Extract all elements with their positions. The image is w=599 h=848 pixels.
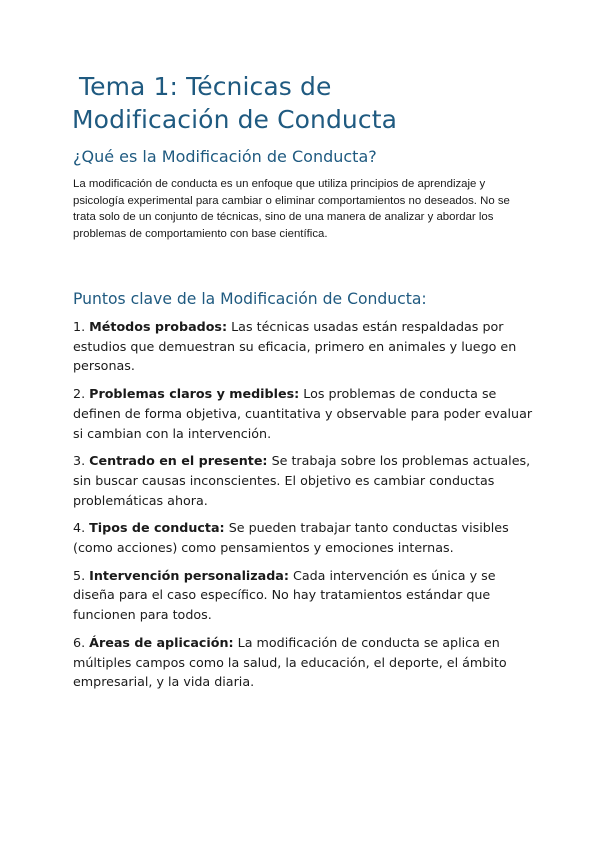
point-text: La modificación de conducta se aplica en múltiples campos como la salud, la educación, el deporte, el ámbito empresarial, y la vida diaria. <box>73 634 507 690</box>
intro-paragraph: La modificación de conducta es un enfoque que utiliza principios de aprendizaje y psicología experimental para cambiar o eliminar comportamientos no deseados. No se trata solo de un conjunto de técnicas, sino de una manera de analizar y abordar los problemas de comportamiento con base científica. <box>73 178 510 240</box>
key-points-list <box>73 317 535 700</box>
section-heading-what-is: ¿Qué es la Modificación de Conducta? <box>73 147 377 166</box>
key-point-item <box>73 633 535 692</box>
page-title <box>72 70 542 136</box>
point-term: Áreas de aplicación: <box>89 634 234 650</box>
point-term: Problemas claros y medibles: <box>89 386 300 402</box>
point-term: Centrado en el presente: <box>89 453 268 469</box>
point-text: Se pueden trabajar tanto conductas visibles (como acciones) como pensamientos y emociones internas. <box>73 520 509 556</box>
point-term: Tipos de conducta: <box>89 520 225 536</box>
point-text: Las técnicas usadas están respaldadas por estudios que demuestran su eficacia, primero en animales y luego en personas. <box>73 319 517 374</box>
key-point-item <box>73 384 535 443</box>
section-heading-key-points: Puntos clave de la Modificación de Conducta: <box>73 290 427 308</box>
point-term: Métodos probados: <box>89 319 228 334</box>
point-number: 4. <box>73 520 86 536</box>
point-text: Los problemas de conducta se definen de forma objetiva, cuantitativa y observable para poder evaluar si cambian con la intervención. <box>73 386 533 441</box>
title-line-1: Tema 1: Técnicas de <box>79 72 332 101</box>
key-point-item <box>73 518 535 557</box>
key-point-item <box>73 566 535 625</box>
point-number: 6. <box>73 634 86 650</box>
key-point-item <box>73 317 535 376</box>
point-text: Se trabaja sobre los problemas actuales, sin buscar causas inconscientes. El objetivo es cambiar conductas problemáticas ahora. <box>73 453 531 508</box>
point-number: 1. <box>73 319 86 334</box>
point-number: 2. <box>73 386 86 402</box>
point-text: Cada intervención es única y se diseña para el caso específico. No hay tratamientos estándar que funcionen para todos. <box>73 567 496 623</box>
title-line-2: Modificación de Conducta <box>72 105 398 134</box>
point-number: 5. <box>73 567 86 583</box>
key-point-item <box>73 451 535 510</box>
point-number: 3. <box>73 453 86 469</box>
point-term: Intervención personalizada: <box>89 567 289 583</box>
